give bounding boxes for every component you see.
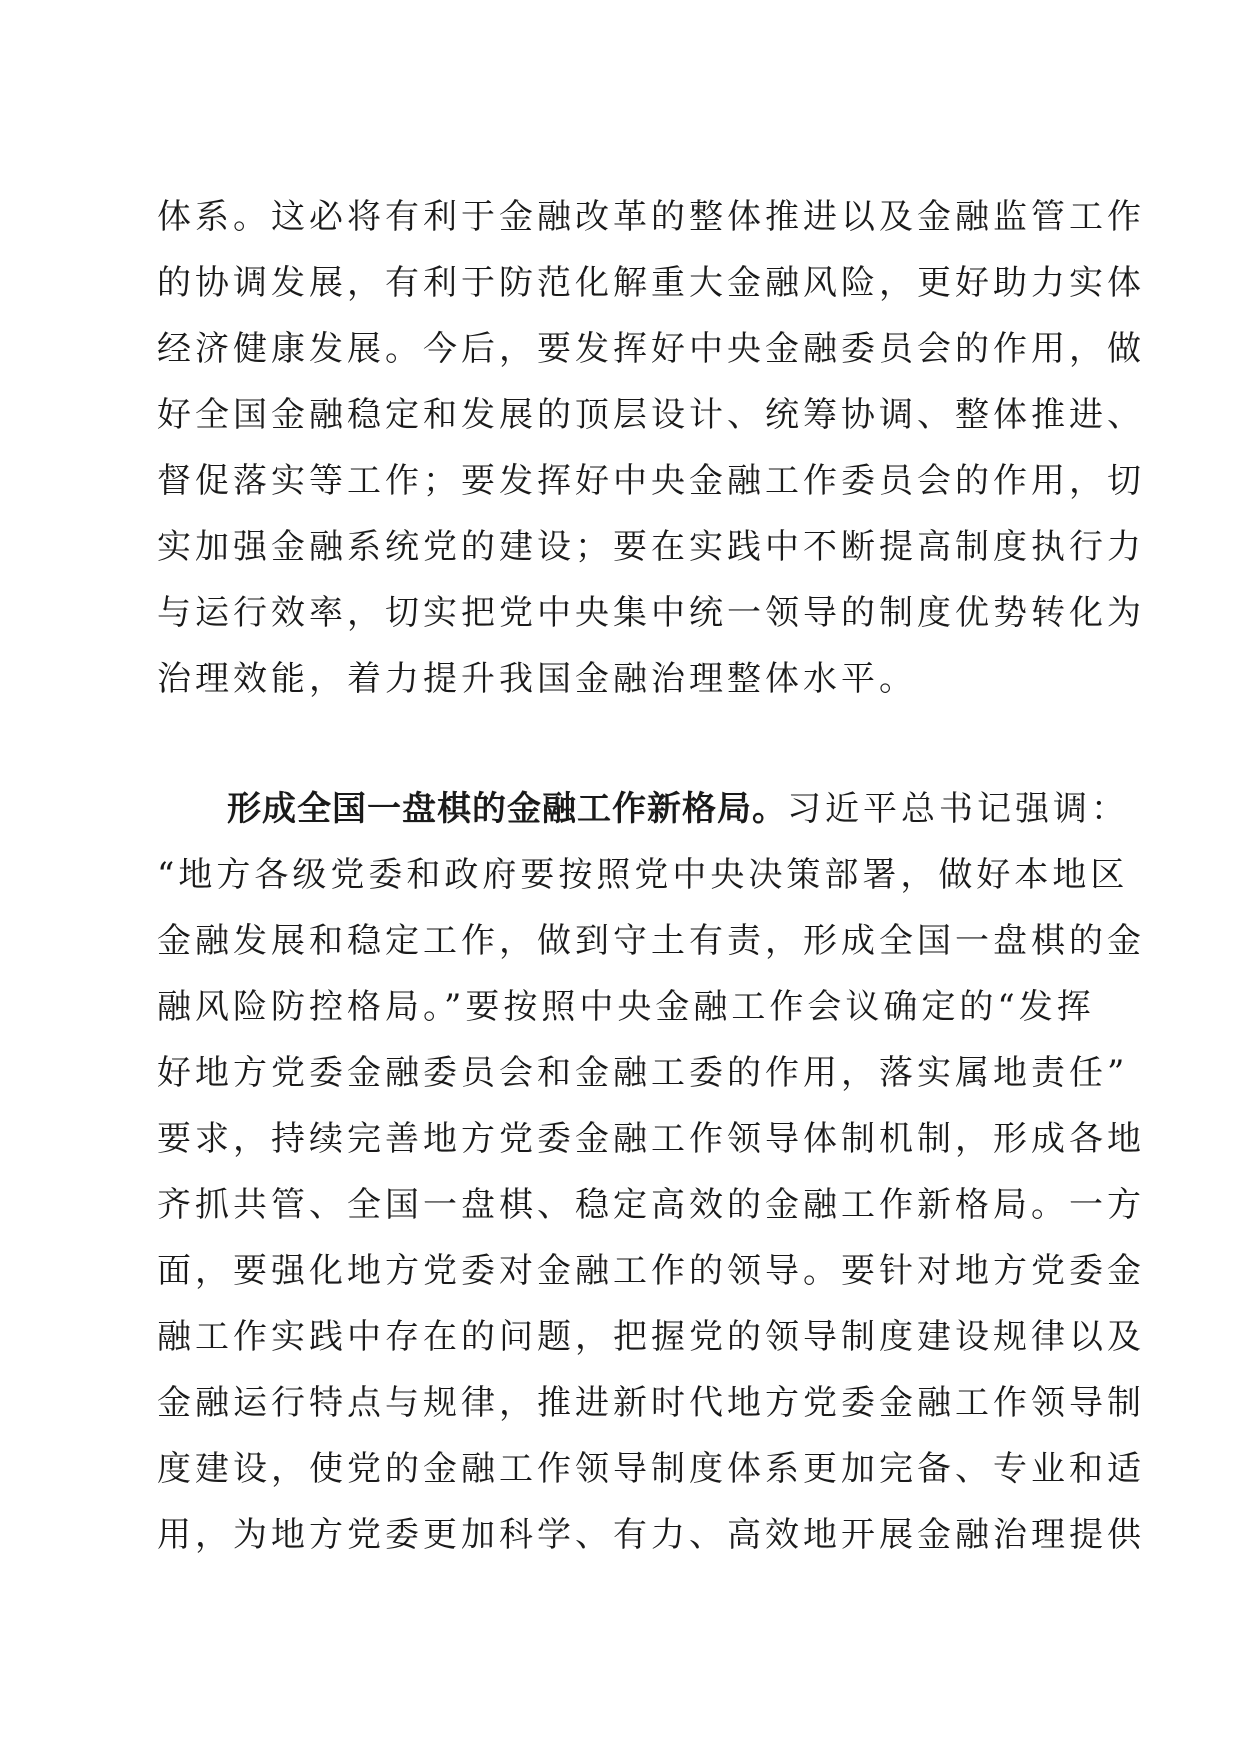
text-line: 融风险防控格局。”要按照中央金融工作会议确定的“发挥 [157, 987, 1095, 1027]
section-heading: 形成全国一盘棋的金融工作新格局。 [227, 789, 787, 829]
text-line: 好地方党委金融委员会和金融工委的作用，落实属地责任” [157, 1053, 1129, 1093]
text-line: 用，为地方党委更加科学、有力、高效地开展金融治理提供 [157, 1515, 1145, 1555]
text-line: 齐抓共管、全国一盘棋、稳定高效的金融工作新格局。一方 [157, 1185, 1145, 1225]
text-line: 的协调发展，有利于防范化解重大金融风险，更好助力实体 [157, 263, 1145, 303]
text-line: 度建设，使党的金融工作领导制度体系更加完备、专业和适 [157, 1449, 1145, 1489]
text-line: 实加强金融系统党的建设；要在实践中不断提高制度执行力 [157, 527, 1145, 567]
text-line: 与运行效率，切实把党中央集中统一领导的制度优势转化为 [157, 593, 1145, 633]
text-line: 治理效能，着力提升我国金融治理整体水平。 [157, 659, 917, 699]
text-line: 体系。这必将有利于金融改革的整体推进以及金融监管工作 [157, 197, 1145, 237]
text-line: 融工作实践中存在的问题，把握党的领导制度建设规律以及 [157, 1317, 1145, 1357]
paragraph-1 [157, 184, 1145, 712]
text-line: 要求，持续完善地方党委金融工作领导体制机制，形成各地 [157, 1119, 1145, 1159]
text-line: 经济健康发展。今后，要发挥好中央金融委员会的作用，做 [157, 329, 1145, 369]
paragraph-2 [157, 776, 1145, 1568]
text-line: 金融运行特点与规律，推进新时代地方党委金融工作领导制 [157, 1383, 1145, 1423]
text-line: 金融发展和稳定工作，做到守土有责，形成全国一盘棋的金 [157, 921, 1145, 961]
heading-followup-text: 习近平总书记强调： [787, 789, 1129, 829]
paragraph-first-line [157, 776, 1129, 842]
text-line: 督促落实等工作；要发挥好中央金融工作委员会的作用，切 [157, 461, 1145, 501]
text-line: 好全国金融稳定和发展的顶层设计、统筹协调、整体推进、 [157, 395, 1145, 435]
text-line: “地方各级党委和政府要按照党中央决策部署，做好本地区 [157, 855, 1129, 895]
text-line: 面，要强化地方党委对金融工作的领导。要针对地方党委金 [157, 1251, 1145, 1291]
